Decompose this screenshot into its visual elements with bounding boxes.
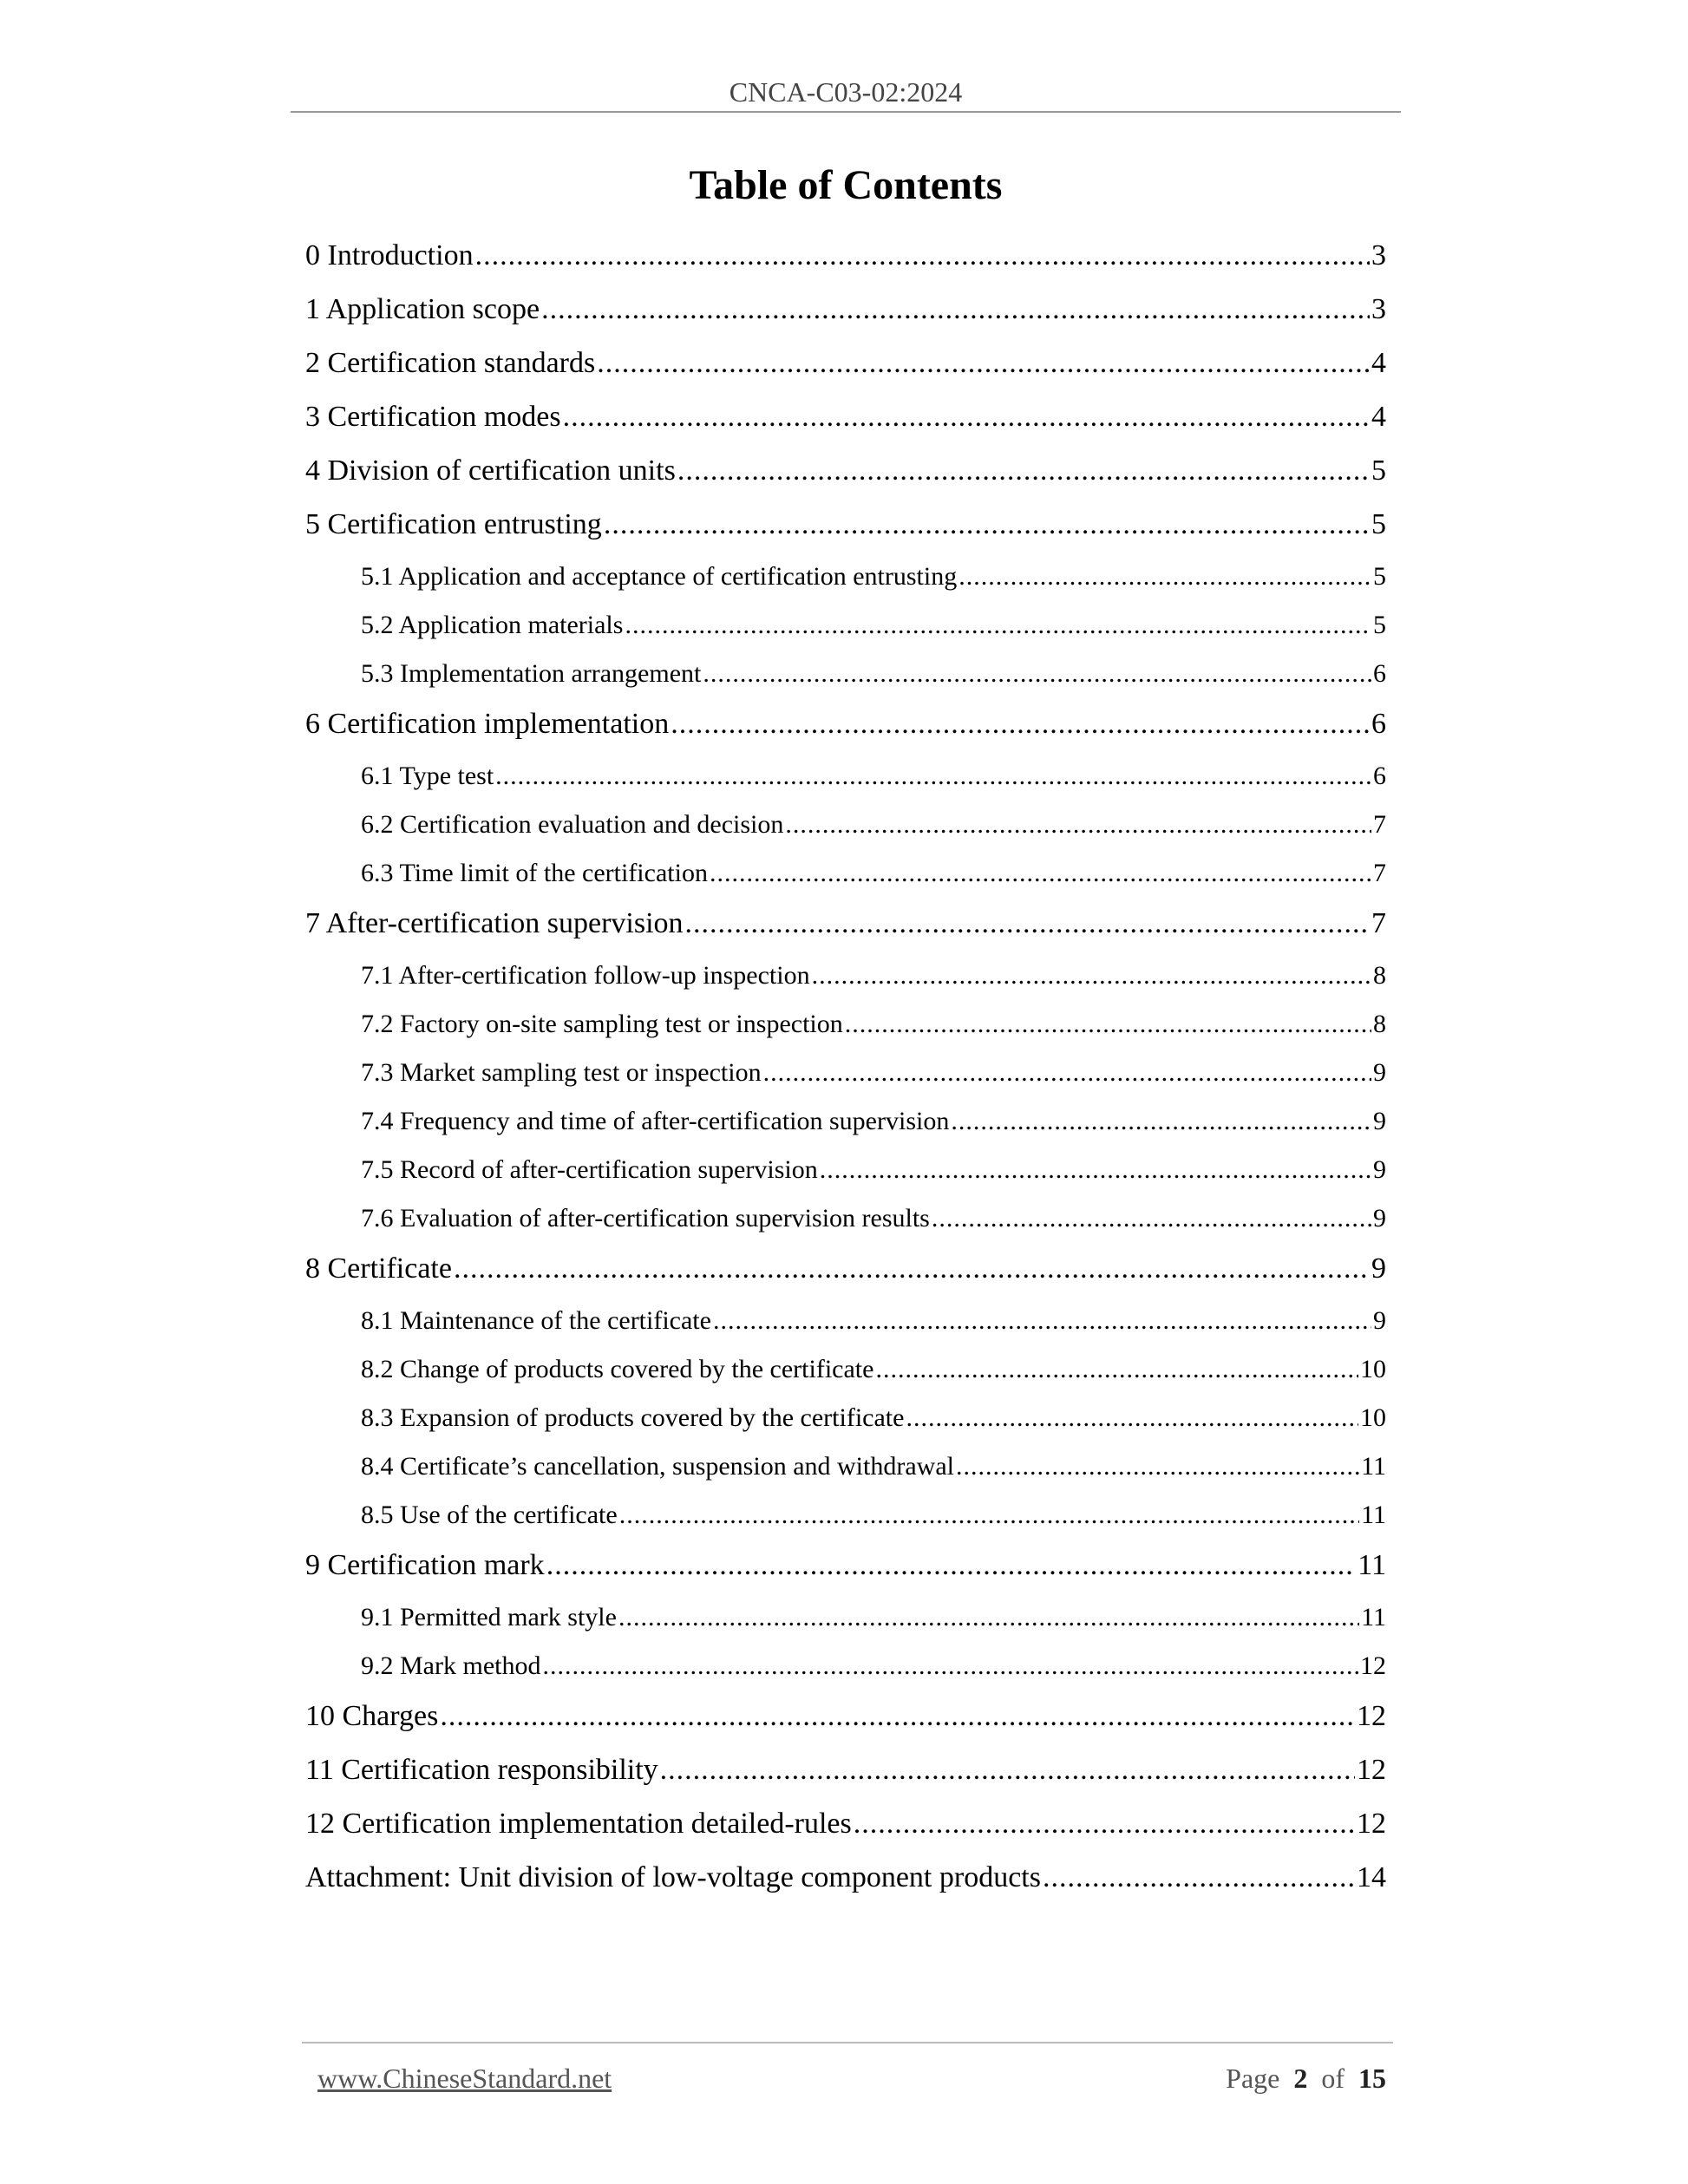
page-number: 2 (1293, 2063, 1308, 2094)
dot-leader (854, 1808, 1355, 1841)
dot-leader (875, 1355, 1358, 1384)
toc-entry-page: 8 (1373, 961, 1386, 990)
toc-entry-page: 5 (1371, 454, 1386, 487)
toc-entry-page: 10 (1360, 1403, 1386, 1432)
toc-entry-page: 3 (1371, 293, 1386, 325)
dot-leader (660, 1754, 1355, 1787)
toc-entry-8-4[interactable] (305, 1452, 1386, 1501)
dot-leader (619, 1501, 1359, 1530)
footer-divider (302, 2042, 1393, 2043)
toc-entry-label: 8.1 Maintenance of the certificate (361, 1306, 711, 1335)
toc-entry-label: 9 Certification mark (305, 1549, 545, 1581)
toc-entry-page: 4 (1371, 401, 1386, 433)
toc-entry-label: 4 Division of certification units (305, 454, 676, 487)
dot-leader (951, 1107, 1371, 1136)
dot-leader (563, 401, 1370, 434)
toc-entry-label: 3 Certification modes (305, 401, 561, 433)
toc-entry-certification-responsibility[interactable] (305, 1754, 1386, 1808)
toc-entry-8-1[interactable] (305, 1306, 1386, 1355)
dot-leader (685, 907, 1370, 940)
toc-entry-page: 12 (1360, 1651, 1386, 1680)
toc-entry-page: 9 (1373, 1107, 1386, 1135)
toc-entry-label: 0 Introduction (305, 239, 474, 271)
toc-entry-5-3[interactable] (305, 659, 1386, 708)
toc-entry-label: 6.1 Type test (361, 762, 494, 790)
toc-entry-page: 12 (1357, 1808, 1386, 1840)
toc-entry-6-1[interactable] (305, 762, 1386, 810)
toc-entry-label: 7.1 After-certification follow-up inspection (361, 961, 810, 990)
toc-entry-application-scope[interactable] (305, 293, 1386, 347)
toc-entry-certification-entrusting[interactable] (305, 508, 1386, 562)
toc-entry-page: 11 (1361, 1452, 1386, 1481)
toc-entry-label: 1 Application scope (305, 293, 540, 325)
toc-entry-page: 6 (1373, 762, 1386, 790)
toc-entry-page: 3 (1371, 239, 1386, 271)
toc-entry-page: 9 (1373, 1306, 1386, 1335)
toc-entry-7-2[interactable] (305, 1010, 1386, 1058)
dot-leader (710, 859, 1371, 888)
toc-entry-label: 6 Certification implementation (305, 708, 670, 740)
toc-entry-page: 11 (1361, 1603, 1386, 1631)
website-link[interactable]: www.ChineseStandard.net (317, 2063, 612, 2094)
toc-entry-page: 14 (1357, 1861, 1386, 1893)
toc-entry-9-1[interactable] (305, 1603, 1386, 1651)
toc-entry-label: 12 Certification implementation detailed-rules (305, 1808, 852, 1840)
of-word: of (1321, 2063, 1345, 2094)
table-of-contents (305, 239, 1386, 1915)
toc-entry-page: 6 (1373, 659, 1386, 688)
toc-entry-page: 9 (1373, 1155, 1386, 1184)
toc-entry-8-2[interactable] (305, 1355, 1386, 1403)
toc-entry-label: 8.2 Change of products covered by the certificate (361, 1355, 874, 1383)
toc-entry-page: 5 (1373, 611, 1386, 639)
toc-entry-5-1[interactable] (305, 562, 1386, 611)
dot-leader (763, 1058, 1371, 1088)
page-word: Page (1226, 2063, 1280, 2094)
toc-entry-6-3[interactable] (305, 859, 1386, 907)
toc-entry-label: 7.2 Factory on-site sampling test or inspection (361, 1010, 843, 1038)
dot-leader (713, 1306, 1371, 1336)
toc-entry-7-6[interactable] (305, 1204, 1386, 1252)
dot-leader (454, 1252, 1370, 1285)
toc-entry-page: 6 (1371, 708, 1386, 740)
toc-entry-page: 11 (1361, 1501, 1386, 1529)
toc-entry-page: 10 (1360, 1355, 1386, 1383)
toc-entry-label: 10 Charges (305, 1700, 439, 1732)
page-indicator (1226, 2063, 1386, 2095)
dot-leader (546, 1549, 1357, 1582)
toc-entry-label: 5.3 Implementation arrangement (361, 659, 702, 688)
toc-entry-label: 7.4 Frequency and time of after-certification supervision (361, 1107, 950, 1135)
toc-entry-label: 7.6 Evaluation of after-certification supervision results (361, 1204, 930, 1233)
toc-entry-division-of-units[interactable] (305, 454, 1386, 508)
dot-leader (677, 454, 1370, 487)
toc-entry-label: 5.2 Application materials (361, 611, 624, 639)
toc-entry-label: 7.5 Record of after-certification supervision (361, 1155, 818, 1184)
dot-leader (1043, 1861, 1355, 1894)
toc-entry-introduction[interactable] (305, 239, 1386, 293)
toc-entry-label: 9.1 Permitted mark style (361, 1603, 617, 1631)
toc-entry-page: 9 (1373, 1058, 1386, 1087)
dot-leader (785, 810, 1371, 840)
dot-leader (475, 239, 1370, 272)
toc-entry-after-certification-supervision[interactable] (305, 907, 1386, 961)
toc-entry-label: 7 After-certification supervision (305, 907, 684, 939)
dot-leader (541, 293, 1370, 326)
toc-entry-7-5[interactable] (305, 1155, 1386, 1204)
toc-entry-page: 7 (1371, 907, 1386, 939)
toc-entry-8-3[interactable] (305, 1403, 1386, 1452)
dot-leader (906, 1403, 1358, 1433)
toc-entry-label: 8.5 Use of the certificate (361, 1501, 618, 1529)
toc-entry-page: 4 (1371, 347, 1386, 379)
toc-entry-detailed-rules[interactable] (305, 1808, 1386, 1861)
dot-leader (604, 508, 1370, 541)
toc-entry-9-2[interactable] (305, 1651, 1386, 1700)
toc-entry-label: 2 Certification standards (305, 347, 596, 379)
toc-entry-charges[interactable] (305, 1700, 1386, 1754)
dot-leader (440, 1700, 1355, 1733)
dot-leader (958, 562, 1371, 592)
toc-entry-label: 5 Certification entrusting (305, 508, 602, 540)
toc-entry-label: 8.4 Certificate’s cancellation, suspension and withdrawal (361, 1452, 954, 1481)
page-title: Table of Contents (689, 162, 1003, 208)
dot-leader (671, 708, 1370, 741)
toc-entry-6-2[interactable] (305, 810, 1386, 859)
toc-entry-7-3[interactable] (305, 1058, 1386, 1107)
dot-leader (542, 1651, 1358, 1681)
toc-entry-7-1[interactable] (305, 961, 1386, 1010)
toc-entry-page: 7 (1373, 810, 1386, 839)
toc-entry-label: 5.1 Application and acceptance of certification entrusting (361, 562, 958, 591)
running-header: CNCA-C03-02:2024 (729, 76, 963, 108)
toc-entry-8-5[interactable] (305, 1501, 1386, 1549)
toc-entry-7-4[interactable] (305, 1107, 1386, 1155)
toc-entry-page: 9 (1371, 1252, 1386, 1285)
dot-leader (932, 1204, 1371, 1233)
dot-leader (956, 1452, 1359, 1481)
toc-entry-label: 9.2 Mark method (361, 1651, 541, 1680)
dot-leader (495, 762, 1371, 791)
toc-entry-page: 5 (1373, 562, 1386, 591)
dot-leader (820, 1155, 1371, 1185)
toc-entry-certificate[interactable] (305, 1252, 1386, 1306)
toc-entry-page: 12 (1357, 1754, 1386, 1786)
toc-entry-label: 8.3 Expansion of products covered by the certificate (361, 1403, 905, 1432)
toc-entry-attachment[interactable] (305, 1861, 1386, 1915)
toc-entry-page: 9 (1373, 1204, 1386, 1233)
toc-entry-page: 5 (1371, 508, 1386, 540)
toc-entry-label: Attachment: Unit division of low-voltage component products (305, 1861, 1041, 1893)
toc-entry-label: 7.3 Market sampling test or inspection (361, 1058, 762, 1087)
header-divider (291, 111, 1401, 113)
dot-leader (597, 347, 1370, 380)
dot-leader (703, 659, 1371, 689)
toc-entry-page: 8 (1373, 1010, 1386, 1038)
dot-leader (618, 1603, 1359, 1632)
toc-entry-label: 6.3 Time limit of the certification (361, 859, 708, 887)
toc-entry-certification-standards[interactable] (305, 347, 1386, 401)
dot-leader (625, 611, 1371, 640)
toc-entry-page: 11 (1358, 1549, 1386, 1581)
toc-entry-page: 12 (1357, 1700, 1386, 1732)
toc-entry-certification-modes[interactable] (305, 401, 1386, 454)
toc-entry-certification-implementation[interactable] (305, 708, 1386, 762)
toc-entry-certification-mark[interactable] (305, 1549, 1386, 1603)
toc-entry-label: 8 Certificate (305, 1252, 452, 1285)
toc-entry-5-2[interactable] (305, 611, 1386, 659)
page-total: 15 (1358, 2063, 1386, 2094)
toc-entry-page: 7 (1373, 859, 1386, 887)
toc-entry-label: 6.2 Certification evaluation and decision (361, 810, 784, 839)
toc-entry-label: 11 Certification responsibility (305, 1754, 658, 1786)
dot-leader (845, 1010, 1371, 1039)
dot-leader (812, 961, 1371, 991)
